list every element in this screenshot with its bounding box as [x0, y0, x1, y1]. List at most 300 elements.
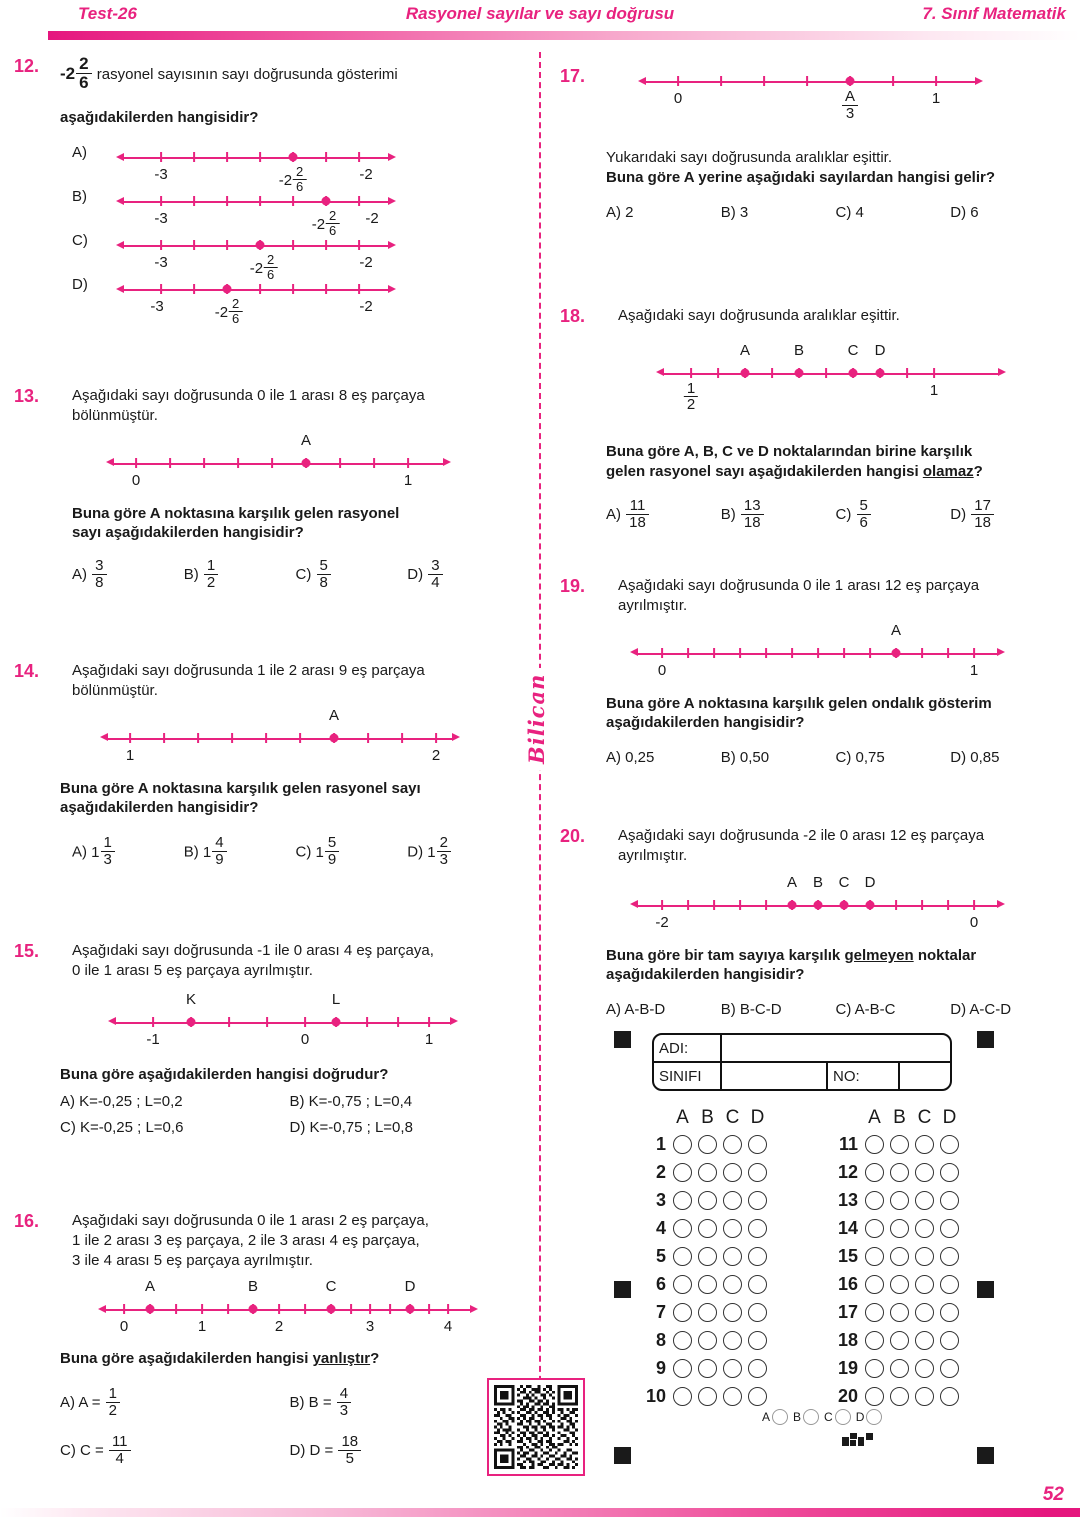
- row-number: 16: [837, 1273, 858, 1294]
- q16-ask: [60, 1349, 519, 1369]
- bubble-b[interactable]: [887, 1387, 912, 1406]
- den: 3: [103, 850, 112, 868]
- q15-mid-label: 0: [300, 1030, 310, 1048]
- q13-ask-line1: Buna göre A noktasına karşılık gelen rasyonel: [72, 504, 400, 522]
- q14-stem-line2: bölünmüştür.: [72, 681, 158, 699]
- no-label: NO:: [828, 1063, 900, 1089]
- q12d-mark-whole: -2: [214, 303, 229, 321]
- row-number: 5: [655, 1245, 666, 1266]
- bubble-b[interactable]: [887, 1135, 912, 1154]
- q19-option-b[interactable]: B) 0,50: [720, 749, 770, 767]
- num: 3: [92, 558, 106, 575]
- question-number: 15.: [14, 941, 40, 961]
- bubble-c[interactable]: [720, 1387, 745, 1406]
- q19-stem-line1: Aşağıdaki sayı doğrusunda 0 ile 1 arası 12 eş parçaya: [618, 577, 980, 594]
- bubble-c[interactable]: [720, 1163, 745, 1182]
- num: 1: [204, 558, 218, 575]
- bubble-a[interactable]: [670, 1359, 695, 1378]
- bubble-b[interactable]: [695, 1331, 720, 1350]
- bubble-row: [824, 1130, 966, 1158]
- q15-stem-line1: Aşağıdaki sayı doğrusunda -1 ile 0 arası 4 eş parçaya,: [72, 942, 434, 959]
- q20-left-label: -2: [655, 913, 669, 931]
- col-head-d: D: [750, 1107, 765, 1128]
- bubble-a[interactable]: [862, 1303, 887, 1322]
- bubble-row: [824, 1158, 966, 1186]
- col-head-a: A: [676, 1107, 689, 1128]
- bubble-d[interactable]: [745, 1247, 770, 1266]
- q12-number-line-d: [116, 274, 396, 326]
- q14-left-label: 1: [125, 746, 135, 764]
- q14-option-b[interactable]: [184, 836, 296, 868]
- bubble-c[interactable]: [912, 1191, 937, 1210]
- q20-point-b-label: B: [812, 873, 824, 891]
- bubble-c[interactable]: [720, 1275, 745, 1294]
- q20-right-label: 0: [969, 913, 979, 931]
- bubble-b[interactable]: [695, 1219, 720, 1238]
- bubble-b[interactable]: [887, 1219, 912, 1238]
- q19-stem-line2: ayrılmıştır.: [618, 596, 688, 614]
- q19-right-label: 1: [969, 661, 979, 679]
- bubble-row: [824, 1354, 966, 1382]
- q18-option-a[interactable]: [606, 499, 721, 531]
- q12a-left-label: -3: [154, 166, 168, 184]
- bubble-a[interactable]: [670, 1387, 695, 1406]
- subject-label: 7. Sınıf Matematik: [922, 4, 1066, 23]
- row-number: 3: [655, 1189, 666, 1210]
- registration-mark-mid-left: [614, 1281, 631, 1298]
- bubble-b[interactable]: [695, 1163, 720, 1182]
- q16-point-a-label: A: [144, 1278, 156, 1296]
- bubble-b[interactable]: [695, 1359, 720, 1378]
- class-no-row: [654, 1061, 950, 1089]
- q18-option-b[interactable]: [721, 499, 836, 531]
- bubble-a[interactable]: [670, 1163, 695, 1182]
- q12d-mark-num: 2: [229, 297, 242, 312]
- label: C): [60, 1442, 76, 1460]
- bubble-d[interactable]: [937, 1191, 962, 1210]
- label: D): [407, 843, 424, 861]
- q12a-mark-den: 6: [296, 178, 304, 194]
- den: 3: [439, 850, 448, 868]
- question-20: [560, 826, 1065, 1026]
- den: 4: [115, 1449, 124, 1467]
- no-input[interactable]: [900, 1063, 950, 1089]
- bubble-b[interactable]: [695, 1191, 720, 1210]
- bubble-c[interactable]: [720, 1135, 745, 1154]
- registration-mark-top-left: [614, 1031, 631, 1048]
- q12d-left-label: -3: [150, 298, 164, 316]
- row-number: 15: [837, 1245, 858, 1266]
- test-label: Test-26: [78, 4, 137, 23]
- bubble-a[interactable]: [862, 1359, 887, 1378]
- q20-ask-line1: [606, 946, 1065, 966]
- q20-ask-text: Buna göre bir tam sayıya karşılık: [606, 946, 845, 964]
- class-label: SINIFI: [654, 1063, 722, 1089]
- bubble-c[interactable]: [720, 1219, 745, 1238]
- bubble-a[interactable]: [670, 1135, 695, 1154]
- q13-stem-line1: Aşağıdaki sayı doğrusunda 0 ile 1 arası 8 eş parçaya: [72, 387, 425, 404]
- q14-option-c[interactable]: [296, 836, 408, 868]
- q20-point-d-label: D: [864, 873, 876, 891]
- bubble-b[interactable]: [887, 1163, 912, 1182]
- bubble-c[interactable]: [720, 1247, 745, 1266]
- q14-point-label: A: [328, 706, 340, 724]
- q17-option-a[interactable]: A) 2: [606, 203, 634, 221]
- bubble-d[interactable]: [745, 1219, 770, 1238]
- q15-point-l-label: L: [331, 990, 341, 1008]
- bubble-d[interactable]: [745, 1387, 770, 1406]
- q13-option-c[interactable]: [296, 559, 408, 591]
- bubble-b[interactable]: [695, 1275, 720, 1294]
- den: 18: [629, 513, 646, 531]
- bubble-row: [640, 1214, 782, 1242]
- q12c-left-label: -3: [154, 254, 168, 272]
- bubble-b[interactable]: [887, 1275, 912, 1294]
- q17-option-d[interactable]: D) 6: [950, 203, 979, 221]
- q13-option-b[interactable]: [184, 559, 296, 591]
- bubble-d[interactable]: [745, 1275, 770, 1294]
- q16-tick-3: 3: [365, 1318, 375, 1336]
- registration-mark-top-right: [977, 1031, 994, 1048]
- q16-option-a[interactable]: [60, 1387, 290, 1419]
- label: A): [60, 1394, 75, 1412]
- name-input[interactable]: [722, 1035, 950, 1061]
- q12d-right-label: -2: [359, 298, 373, 316]
- q16-stem-line3: 3 ile 4 arası 5 eş parçaya ayrılmıştır.: [72, 1251, 313, 1269]
- q20-option-b[interactable]: B) B-C-D: [720, 1001, 782, 1019]
- row-number: 7: [655, 1301, 666, 1322]
- bubble-a[interactable]: [862, 1163, 887, 1182]
- header-text-row: [0, 4, 1080, 26]
- label: D): [289, 1119, 306, 1137]
- bubble-grid: [640, 1107, 970, 1410]
- q18-ask-underline: olamaz: [922, 462, 974, 480]
- bubble-d[interactable]: [937, 1303, 962, 1322]
- bubble-c[interactable]: [912, 1387, 937, 1406]
- question-number: 14.: [14, 661, 40, 681]
- label: C): [835, 506, 852, 524]
- den: 9: [327, 850, 337, 868]
- bubble-d[interactable]: [937, 1359, 962, 1378]
- q12-number-line-b: [116, 186, 396, 238]
- q20-option-d[interactable]: D) A-C-D: [950, 1001, 1012, 1019]
- bubble-b[interactable]: [695, 1247, 720, 1266]
- q17-option-c[interactable]: C) 4: [835, 203, 864, 221]
- q17-mark-num: A: [842, 89, 858, 106]
- q18-left-den: 2: [686, 396, 696, 414]
- q18-ask-tail: ?: [973, 462, 983, 480]
- q12b-mark-den: 6: [329, 222, 337, 238]
- bubble-b[interactable]: [887, 1303, 912, 1322]
- bubble-d[interactable]: [937, 1219, 962, 1238]
- num: 18: [338, 1434, 361, 1451]
- q18-option-c[interactable]: [836, 499, 951, 531]
- q12-number-line-a: [116, 142, 396, 194]
- bubble-c[interactable]: [912, 1303, 937, 1322]
- bubble-d[interactable]: [937, 1247, 962, 1266]
- q14-ask-line1: Buna göre A noktasına karşılık gelen rasyonel sayı: [60, 779, 421, 797]
- left-column: [14, 56, 519, 1471]
- q12c-right-label: -2: [359, 254, 373, 272]
- q12-option-a-label: A): [72, 144, 87, 162]
- question-number: 16.: [14, 1211, 40, 1231]
- den: 5: [345, 1449, 354, 1467]
- qr-code[interactable]: [487, 1378, 585, 1476]
- bubble-a[interactable]: [862, 1219, 887, 1238]
- label: A): [72, 843, 87, 861]
- bubble-row: [640, 1158, 782, 1186]
- bubble-a[interactable]: [670, 1191, 695, 1210]
- q20-ask-underline: gelmeyen: [844, 946, 914, 964]
- registration-mark-mid-right: [977, 1281, 994, 1298]
- bubble-b[interactable]: [887, 1247, 912, 1266]
- text: K=-0,25 ; L=0,2: [79, 1093, 183, 1111]
- label: D): [950, 506, 967, 524]
- label: C): [295, 566, 312, 584]
- label: A): [606, 506, 621, 524]
- q19-option-a[interactable]: A) 0,25: [606, 749, 655, 767]
- bubble-column-left: [640, 1107, 782, 1410]
- bubble-d[interactable]: [937, 1163, 962, 1182]
- num: 5: [317, 558, 331, 575]
- row-number: 20: [837, 1385, 858, 1406]
- q15-option-c[interactable]: [60, 1119, 290, 1136]
- right-column: [560, 56, 1065, 1026]
- q19-point-label: A: [890, 621, 902, 639]
- question-14: [14, 661, 519, 941]
- bubble-a[interactable]: [862, 1135, 887, 1154]
- bubble-a[interactable]: [670, 1331, 695, 1350]
- bubble-d[interactable]: [745, 1191, 770, 1210]
- student-id-card: [652, 1033, 952, 1091]
- q13-number-line: [106, 431, 451, 489]
- bubble-row: [640, 1242, 782, 1270]
- q20-option-c[interactable]: C) A-B-C: [835, 1001, 896, 1019]
- bubble-row: [640, 1382, 782, 1410]
- den: 18: [974, 513, 991, 531]
- q12a-right-label: -2: [359, 166, 373, 184]
- bubble-a[interactable]: [862, 1191, 887, 1210]
- legend-bubble-d: [866, 1409, 882, 1425]
- q17-ask-line1: Yukarıdaki sayı doğrusunda aralıklar eşittir.: [606, 149, 892, 166]
- num: 4: [337, 1386, 351, 1403]
- label: D): [289, 1442, 306, 1460]
- q14-option-a[interactable]: [72, 836, 184, 868]
- question-number: 19.: [560, 576, 586, 596]
- q12-option-c-label: C): [72, 232, 88, 250]
- bubble-d[interactable]: [937, 1275, 962, 1294]
- q13-left-label: 0: [131, 471, 141, 489]
- bubble-c[interactable]: [912, 1359, 937, 1378]
- bubble-d[interactable]: [937, 1387, 962, 1406]
- bubble-a[interactable]: [862, 1275, 887, 1294]
- bubble-d[interactable]: [745, 1303, 770, 1322]
- question-13: [14, 386, 519, 661]
- q17-number-line: [638, 66, 983, 122]
- bubble-a[interactable]: [862, 1247, 887, 1266]
- bubble-a[interactable]: [670, 1247, 695, 1266]
- row-number: 10: [645, 1385, 666, 1406]
- row-number: 12: [837, 1161, 858, 1182]
- num: 3: [428, 558, 442, 575]
- col-head-c: C: [725, 1107, 740, 1128]
- legend-a: A: [762, 1410, 771, 1424]
- q18-point-a-label: A: [739, 341, 751, 359]
- bubble-d[interactable]: [745, 1359, 770, 1378]
- whole: 1: [91, 843, 100, 861]
- q16-option-c[interactable]: [60, 1435, 290, 1467]
- bubble-a[interactable]: [670, 1303, 695, 1322]
- q18-left-num: 1: [684, 381, 698, 398]
- q13-point-label: A: [300, 431, 312, 449]
- q18-ask-text: gelen rasyonel sayı aşağıdakilerden hangisi: [606, 462, 923, 480]
- den: 3: [339, 1401, 349, 1419]
- bubble-c[interactable]: [720, 1303, 745, 1322]
- q13-option-d[interactable]: [407, 559, 519, 591]
- row-number: 18: [837, 1329, 858, 1350]
- bubble-c[interactable]: [912, 1163, 937, 1182]
- bubble-d[interactable]: [745, 1331, 770, 1350]
- bubble-c[interactable]: [912, 1219, 937, 1238]
- bubble-c[interactable]: [912, 1275, 937, 1294]
- bubble-row: [640, 1354, 782, 1382]
- bubble-a[interactable]: [862, 1331, 887, 1350]
- row-number: 2: [655, 1161, 666, 1182]
- bubble-c[interactable]: [720, 1191, 745, 1210]
- whole: 1: [427, 843, 436, 861]
- q12b-mark-num: 2: [326, 209, 339, 224]
- q12c-mark-den: 6: [267, 266, 275, 282]
- q18-number-line: [656, 341, 1006, 414]
- q12c-mark-num: 2: [264, 253, 277, 268]
- q13-option-a[interactable]: [72, 559, 184, 591]
- q19-option-d[interactable]: D) 0,85: [950, 749, 1000, 767]
- q15-option-b[interactable]: [290, 1093, 520, 1110]
- bubble-d[interactable]: [937, 1331, 962, 1350]
- bubble-c[interactable]: [912, 1135, 937, 1154]
- q12a-mark-whole: -2: [278, 171, 293, 189]
- bubble-d[interactable]: [745, 1163, 770, 1182]
- q16-option-b[interactable]: [290, 1387, 520, 1419]
- q12-stem-line2: aşağıdakilerden hangisidir?: [60, 109, 259, 127]
- name-label: ADI:: [654, 1035, 722, 1061]
- bubble-b[interactable]: [695, 1387, 720, 1406]
- q16-point-b-label: B: [247, 1278, 259, 1296]
- bubble-row: [824, 1382, 966, 1410]
- label: C): [60, 1119, 76, 1137]
- bubble-c[interactable]: [720, 1331, 745, 1350]
- text: K=-0,75 ; L=0,4: [308, 1093, 413, 1111]
- bubble-row: [824, 1186, 966, 1214]
- bubble-row: [824, 1326, 966, 1354]
- q19-option-c[interactable]: C) 0,75: [835, 749, 885, 767]
- den: 6: [859, 513, 868, 531]
- bubble-d[interactable]: [937, 1135, 962, 1154]
- label: B): [183, 843, 199, 861]
- q17-option-b[interactable]: B) 3: [720, 203, 749, 221]
- bubble-a[interactable]: [670, 1219, 695, 1238]
- q19-number-line: [630, 621, 1005, 679]
- q15-option-a[interactable]: [60, 1093, 290, 1110]
- q12-stem-line1: rasyonel sayısının sayı doğrusunda gösterimi: [96, 65, 398, 83]
- q12-option-b-label: B): [72, 188, 87, 206]
- question-number: 13.: [14, 386, 40, 406]
- num: 5: [325, 835, 339, 852]
- bubble-d[interactable]: [745, 1135, 770, 1154]
- q16-number-line: [98, 1278, 478, 1336]
- num: 1: [106, 1386, 120, 1403]
- registration-mark-bottom-left: [614, 1447, 631, 1464]
- bubble-b[interactable]: [695, 1135, 720, 1154]
- q20-number-line: [630, 873, 1005, 931]
- bubble-a[interactable]: [862, 1387, 887, 1406]
- class-input[interactable]: [722, 1063, 828, 1089]
- legend-bubble-c: [835, 1409, 851, 1425]
- q15-point-k-label: K: [185, 990, 197, 1008]
- label: C): [295, 843, 312, 861]
- q16-option-d[interactable]: [290, 1435, 520, 1467]
- bubble-b[interactable]: [887, 1191, 912, 1210]
- q19-left-label: 0: [657, 661, 667, 679]
- q17-left-label: 0: [673, 90, 683, 107]
- q14-ask-line2: aşağıdakilerden hangisidir?: [60, 799, 259, 817]
- q20-stem-line2: ayrılmıştır.: [618, 846, 688, 864]
- label: B): [183, 566, 199, 584]
- q14-option-d[interactable]: [407, 836, 519, 868]
- question-stem: [60, 56, 519, 92]
- bubble-a[interactable]: [670, 1275, 695, 1294]
- q12-option-d[interactable]: [72, 274, 519, 326]
- bubble-row: [640, 1186, 782, 1214]
- q20-option-a[interactable]: A) A-B-D: [606, 1001, 666, 1019]
- question-17: [560, 66, 1065, 306]
- q12d-mark-den: 6: [232, 310, 240, 326]
- q17-ask-line2: Buna göre A yerine aşağıdaki sayılardan hangisi gelir?: [606, 168, 996, 186]
- bubble-c[interactable]: [912, 1331, 937, 1350]
- registration-mark-bottom-right: [977, 1447, 994, 1464]
- q13-ask-line2: sayı aşağıdakilerden hangisidir?: [72, 524, 304, 542]
- den: 2: [206, 573, 216, 591]
- question-number: 12.: [14, 56, 40, 76]
- bubble-b[interactable]: [887, 1359, 912, 1378]
- q18-ask-line1: Buna göre A, B, C ve D noktalarından birine karşılık: [606, 442, 973, 460]
- q12b-left-label: -3: [154, 210, 168, 228]
- bubble-legend: [762, 1409, 885, 1425]
- bubble-column-right: [824, 1107, 966, 1410]
- q15-option-d[interactable]: [290, 1119, 520, 1136]
- label: A): [72, 566, 87, 584]
- bubble-b[interactable]: [695, 1303, 720, 1322]
- q18-point-c-label: C: [847, 341, 859, 359]
- q15-ask-line1: Buna göre aşağıdakilerden hangisi doğrudur?: [60, 1065, 389, 1083]
- q12-value-den: 6: [79, 72, 89, 92]
- q19-ask-line1: Buna göre A noktasına karşılık gelen ondalık gösterim: [606, 694, 992, 712]
- legend-bubble-a: [772, 1409, 788, 1425]
- q18-option-d[interactable]: [950, 499, 1065, 531]
- bubble-header-right: [824, 1107, 966, 1129]
- bubble-c[interactable]: [912, 1247, 937, 1266]
- bubble-c[interactable]: [720, 1359, 745, 1378]
- lhs: B =: [308, 1394, 332, 1412]
- legend-d: D: [855, 1410, 865, 1424]
- q15-stem-line2: 0 ile 1 arası 5 eş parçaya ayrılmıştır.: [72, 961, 313, 979]
- q12-value-num: 2: [76, 55, 91, 74]
- bubble-b[interactable]: [887, 1331, 912, 1350]
- page-number: 52: [1042, 1484, 1064, 1505]
- row-number: 19: [837, 1357, 858, 1378]
- header-gradient-bar: [48, 31, 1080, 40]
- whole: 1: [315, 843, 324, 861]
